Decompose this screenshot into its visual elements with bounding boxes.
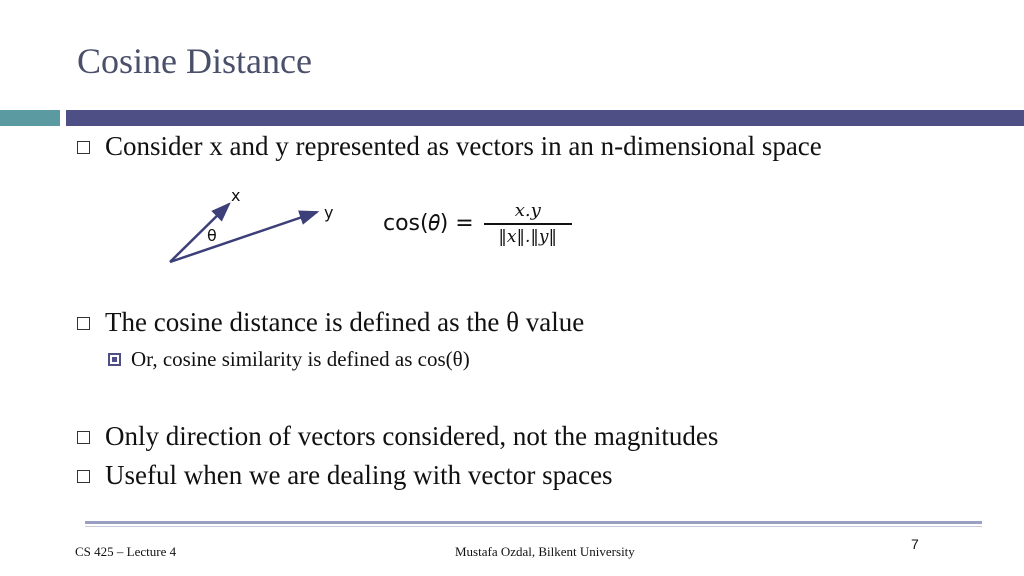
bullet-text: Useful when we are dealing with vector spaces [105, 460, 613, 490]
vector-diagram [160, 180, 360, 280]
sub-bullet-item [108, 347, 470, 372]
bullet-item [77, 460, 613, 491]
footer-author: Mustafa Ozdal, Bilkent University [455, 544, 635, 559]
bullet-text: The cosine distance is defined as the θ value [105, 307, 585, 337]
header-bar-purple [66, 110, 1024, 126]
bullet-text: Consider x and y represented as vectors in an n-dimensional space [105, 131, 822, 161]
vector-x-arrow [170, 204, 229, 262]
y-label: y [324, 203, 334, 222]
footer-divider [85, 521, 982, 524]
vector-y-arrow [170, 212, 317, 262]
sub-bullet-text: Or, cosine similarity is defined as cos(θ) [131, 347, 470, 371]
formula-fraction [484, 200, 572, 247]
formula-denominator: ‖𝑥‖.‖𝑦‖ [498, 226, 558, 247]
bullet-item [77, 421, 718, 452]
formula-numerator: 𝑥.𝑦 [514, 200, 541, 221]
bullet-item [77, 307, 584, 338]
filled-square-bullet-icon [108, 353, 121, 366]
square-bullet-icon [77, 470, 90, 483]
bullet-text: Only direction of vectors considered, not the magnitudes [105, 421, 719, 451]
slide-title: Cosine Distance [77, 41, 312, 81]
cosine-formula [383, 200, 572, 247]
square-bullet-icon [77, 141, 90, 154]
theta-label: θ [207, 226, 217, 245]
footer-divider-shadow [85, 526, 982, 527]
header-bar-teal [0, 110, 60, 126]
square-bullet-icon [77, 431, 90, 444]
square-bullet-icon [77, 317, 90, 330]
x-label: x [231, 186, 241, 205]
formula-lhs: cos(𝜃) = [383, 210, 474, 236]
page-number: 7 [911, 536, 919, 552]
footer-course: CS 425 – Lecture 4 [75, 544, 177, 559]
bullet-item [77, 131, 822, 162]
